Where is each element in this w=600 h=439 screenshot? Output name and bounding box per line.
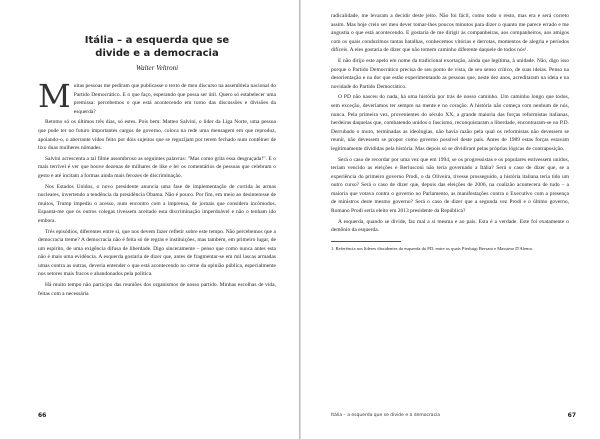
chapter-author: Walter Veltroni xyxy=(135,64,179,72)
body-paragraph: Muitas pessoas me pediram que publicasse o texto de meu discurso na assembleia nacional do Partido Democrático. E o que faço, esperando que possa ser útil. Quero só estabelecer uma premissa: percebemos o que está acontecendo em torno das discussões e divisões da esquerda? xyxy=(38,77,276,115)
chapter-title-line-2: divide e a democracia xyxy=(95,48,219,59)
body-paragraph: O PD não nasceu do nada, há uma história por trás de nosso caminho. Um caminho longo que todos, sem exceção, deveríamos ter sempre na mente e no coração. A história não começa com nenhum de nós, nunca. Pela primeira vez, provenientes do século XX, a grande maioria das forças reformistas italianas, herdeiras daquelas que, combatendo unidos o fascismo, reconquistaram a liberdade, encontraram-se no P.D. Derrubado o muro, terminadas as ideologias, não havia razão pela qual os reformistas não devessem se reunir, não devessem se propor como governo possível deste país. Antes de 1989 estas forças estavam legitimamente divididas pela história. Mas depois só se dividiram pelas próprias lógicas de contraposição. xyxy=(331,94,569,152)
drop-cap: M xyxy=(38,77,71,115)
chapter-title-line-1: Itália – a esquerda que se xyxy=(84,35,230,46)
left-column xyxy=(38,34,276,300)
running-head: Itália – a esquerda que se divide e a democracia xyxy=(331,413,441,418)
right-page xyxy=(301,0,600,439)
footnote: 1. Referência aos líderes dissidentes da esquerda do PD, entre os quais Pierluigi Bersani e Massimo D'Alema. xyxy=(331,245,533,251)
body-paragraph: A esquerda, quando se divide, faz mal a si mesma e ao país. Esta é a verdade. Este foi exatamente o demônio da esquerda. xyxy=(331,218,569,234)
right-column xyxy=(331,12,569,252)
body-paragraph: Retomo só os últimos três dias, só estes. Pois bem: Matteo Salvini, o líder da Liga Norte, uma pessoa que pode ter no futuro importantes cargos de governo, coloca na rede uma mensagem em que reproduz, apoiando-o, o aberrante vídeo feito por dois sujeitos que se regozijam por terem fechado num contêiner de lixo duas mulheres nômades. xyxy=(38,119,276,152)
body-paragraph: Há muito tempo não participo das reuniões dos organismos de nosso partido. Minhas escolhas de vida, feitas com a necessária xyxy=(38,282,276,297)
page-number-right: 67 xyxy=(567,412,576,419)
body-paragraph: Nos Estados Unidos, o novo presidente anuncia uma fase de implementação de corrida às armas nucleares, invertendo a tendência da presidência Obama. Não é pouco. Por fim, em meio ao desinteresse de muitos, Trump impediu o acesso, num encontro com a imprensa, de jornais que considera incômodos. Espanta-me que os outros colegas tivessem aceitado esta discriminação imperdoável e não o tenham ido embora. xyxy=(38,183,276,224)
body-paragraph: E não dirijo este apelo em nome da tradicional exortação, ainda que legítima, à unidade. Não, digo isso porque o Partido Democrático precisa de seu ponto de vista, de seu senso crítico, de suas ideias. Penso na desorientação e na dor que estão experimentando as pessoas que, neste dez anos, acreditaram na ideia e na novidade do Partido Democrático. xyxy=(331,57,569,90)
body-paragraph: radicalidade, me levaram a decidir deste jeito. Não foi fácil, como todo o resto, mas era e será correto assim. Mas hoje creio ser meu dever tomar-lhes poucos minutos para dizer o quanto me parece errado e me angustia o que está acontecendo. E gostaria de me dirigir às companheiras, aos companheiros, aos amigos com os quais conduzimos tantas batalhas, conhecemos vitórias e derrotas, momentos de alegria e períodos difíceis. A eles gostaria de dizer que não tomem caminho diferente daquele de todos nós¹. xyxy=(331,13,569,54)
footnote-divider xyxy=(331,241,401,242)
body-paragraph: Três episódios, diferentes entre si, que nos devem fazer refletir sobre este tempo. Não percebemos que a democracia treme? A democracia não é feita só de regras e instituições, mas também, em primeiro lugar, de um espírito, de uma exigência difusa de liberdade. Digo sinceramente – penso que como nunca antes esta não é mais uma evidência. A esquerda gostaria de dizer que, antes de fragmentar-se em mil lascas armadas umas contra as outras, deveria entender o que está acontecendo no cerne da opinião pública, especialmente nos setores mais fracos e abandonados pela política. xyxy=(38,228,276,278)
body-paragraph: Salvini acrescenta a tal filme assombroso as seguintes palavras: "Mas como grita essa desgraçada!". E o mais terrível é ver que houve dezenas de milhares de like e ler os comentários de pessoas que celebram o gesto e até incitam a formas ainda mais ferozes de discriminação. xyxy=(38,155,276,179)
page-number-left: 66 xyxy=(38,412,47,419)
body-paragraph: Será o caso de recordar por uma vez que em 1994, se os progressistas e os populares estivessem unidos, teriam vencido as eleições e Berlusconi não teria governado a Itália? Será o caso de dizer que, se a experiência do primeiro governo Prodi, o da Oliveira, tivesse prosseguido, a história italiana teria tido um outro curso? Será o caso de dizer que, depois das eleições de 2006, na coalizão acontecera de tudo – a maioria que votava contra o governo no Parlamento, as manifestações contra o Executivo com a presença de ministros deste mesmo governo? Será o caso de dizer que a segunda vez Prodi e o último governo, Romano Prodi seria eleito em 2013 presidente da República? xyxy=(331,156,569,215)
chapter-title xyxy=(38,34,276,60)
